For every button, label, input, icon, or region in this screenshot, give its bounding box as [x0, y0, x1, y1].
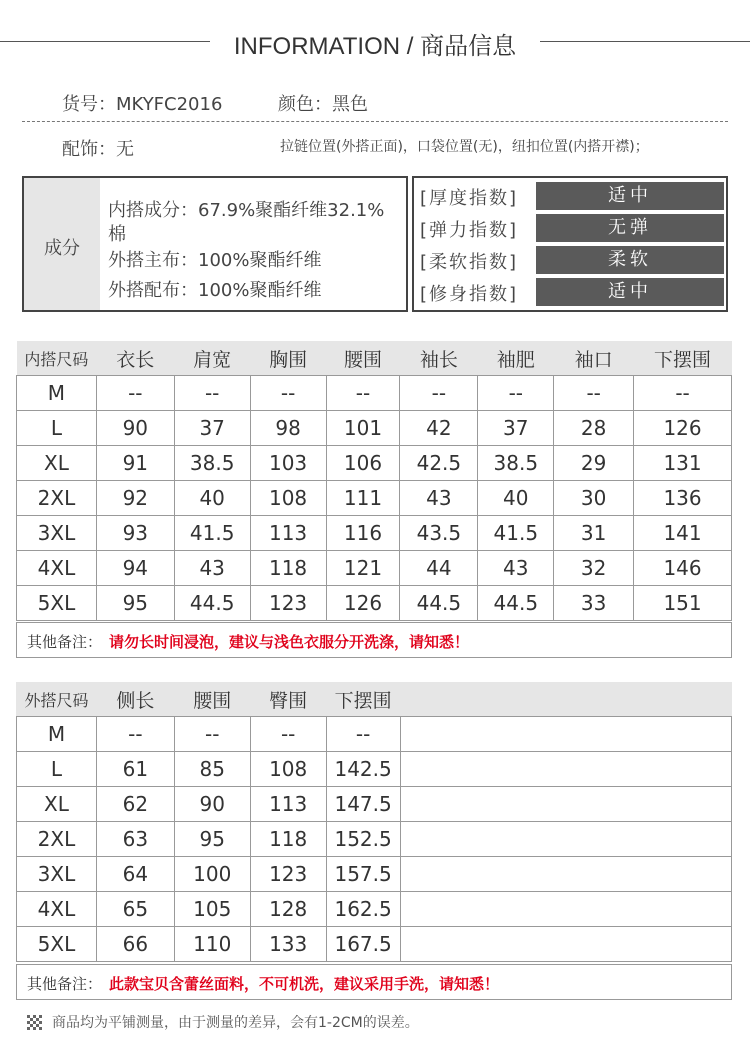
table-cell: M: [17, 717, 97, 752]
table-cell: 133: [250, 927, 326, 962]
inner-note-row: [16, 622, 732, 658]
index-value: 适中: [536, 278, 724, 306]
table-cell-empty: [400, 752, 731, 787]
index-label: [厚度指数]: [420, 188, 519, 209]
table-cell: 147.5: [326, 787, 400, 822]
table-cell: XL: [17, 446, 97, 481]
table-cell: --: [478, 376, 554, 411]
table-row: [17, 586, 732, 621]
table-cell: 44.5: [400, 586, 478, 621]
table-cell: 167.5: [326, 927, 400, 962]
table-row: [17, 481, 732, 516]
table-row: [17, 787, 732, 822]
table-header-cell: 臀围: [250, 682, 326, 717]
table-cell: 152.5: [326, 822, 400, 857]
table-header-cell: 袖长: [400, 341, 478, 376]
table-cell: --: [96, 717, 174, 752]
table-cell: 126: [326, 586, 400, 621]
table-cell: 121: [326, 551, 400, 586]
table-cell: 5XL: [17, 927, 97, 962]
table-cell: 41.5: [478, 516, 554, 551]
table-cell-empty: [400, 717, 731, 752]
table-cell: 91: [96, 446, 174, 481]
table-cell-empty: [400, 787, 731, 822]
table-row: [17, 551, 732, 586]
table-cell-empty: [400, 927, 731, 962]
composition-header: [24, 178, 100, 310]
table-cell: 100: [174, 857, 250, 892]
inner-fabric-line2: 棉: [108, 224, 126, 245]
table-cell: --: [554, 376, 634, 411]
table-cell: 64: [96, 857, 174, 892]
table-cell: 95: [96, 586, 174, 621]
index-row-softness: [414, 246, 726, 274]
table-cell: 44: [400, 551, 478, 586]
table-cell: 136: [634, 481, 732, 516]
table-cell: XL: [17, 787, 97, 822]
table-cell: 3XL: [17, 516, 97, 551]
table-cell: 105: [174, 892, 250, 927]
table-cell: 5XL: [17, 586, 97, 621]
table-cell: 118: [250, 822, 326, 857]
table-cell-empty: [400, 822, 731, 857]
note-label: 其他备注：: [27, 975, 103, 993]
table-cell: 108: [250, 752, 326, 787]
table-cell: --: [250, 376, 326, 411]
table-cell: 43: [478, 551, 554, 586]
page-title: INFORMATION / 商品信息: [233, 33, 517, 60]
note-text: 请勿长时间浸泡，建议与浅色衣服分开洗涤，请知悉！: [109, 633, 470, 651]
table-cell: 40: [478, 481, 554, 516]
table-cell: --: [634, 376, 732, 411]
inner-fabric-line1: 内搭成分：67.9%聚酯纤维32.1%: [108, 200, 385, 221]
outer-main-fabric: 外搭主布：100%聚酯纤维: [108, 250, 322, 271]
table-row: [17, 376, 732, 411]
index-row-elasticity: [414, 214, 726, 242]
table-row: [17, 446, 732, 481]
table-cell: M: [17, 376, 97, 411]
table-cell: 42: [400, 411, 478, 446]
table-cell: 162.5: [326, 892, 400, 927]
table-row: [17, 411, 732, 446]
table-cell-empty: [400, 892, 731, 927]
table-cell: --: [250, 717, 326, 752]
table-cell: 94: [96, 551, 174, 586]
dashed-divider: [22, 121, 728, 122]
table-cell: 111: [326, 481, 400, 516]
table-row: [17, 927, 732, 962]
table-header-cell: 内搭尺码: [17, 341, 97, 376]
table-header-filler: [400, 682, 731, 717]
table-cell: 3XL: [17, 857, 97, 892]
table-cell: 108: [250, 481, 326, 516]
table-cell: 93: [96, 516, 174, 551]
table-cell: L: [17, 752, 97, 787]
table-cell: 92: [96, 481, 174, 516]
outer-note-row: [16, 964, 732, 1000]
table-row: [17, 717, 732, 752]
note-text: 此款宝贝含蕾丝面料，不可机洗，建议采用手洗，请知悉！: [109, 975, 500, 993]
table-cell: 61: [96, 752, 174, 787]
table-cell: 31: [554, 516, 634, 551]
table-row: [17, 822, 732, 857]
table-cell: 142.5: [326, 752, 400, 787]
outer-table-header: [17, 682, 732, 717]
index-value: 柔软: [536, 246, 724, 274]
outer-trim-fabric: 外搭配布：100%聚酯纤维: [108, 280, 322, 301]
table-cell: 62: [96, 787, 174, 822]
composition-box: [22, 176, 408, 312]
table-cell: 63: [96, 822, 174, 857]
table-cell: --: [326, 376, 400, 411]
table-header-cell: 袖肥: [478, 341, 554, 376]
color-info: 颜色：黑色: [278, 94, 368, 115]
index-label: [弹力指数]: [420, 220, 519, 241]
table-cell: 126: [634, 411, 732, 446]
table-cell: 4XL: [17, 551, 97, 586]
table-cell: 98: [250, 411, 326, 446]
table-cell-empty: [400, 857, 731, 892]
table-cell: --: [174, 376, 250, 411]
table-cell: 131: [634, 446, 732, 481]
table-cell: 37: [174, 411, 250, 446]
table-cell: 44.5: [174, 586, 250, 621]
table-row: [17, 752, 732, 787]
table-cell: --: [174, 717, 250, 752]
table-cell: 38.5: [478, 446, 554, 481]
index-label: [修身指数]: [420, 284, 519, 305]
item-number: 货号：MKYFC2016: [62, 94, 223, 115]
index-label: [柔软指数]: [420, 252, 519, 273]
table-cell: 113: [250, 516, 326, 551]
table-header-cell: 下摆围: [634, 341, 732, 376]
table-cell: 33: [554, 586, 634, 621]
table-cell: 141: [634, 516, 732, 551]
table-cell: 32: [554, 551, 634, 586]
table-cell: 110: [174, 927, 250, 962]
table-cell: 101: [326, 411, 400, 446]
table-cell: 2XL: [17, 481, 97, 516]
table-header-cell: 腰围: [326, 341, 400, 376]
table-header-cell: 侧长: [96, 682, 174, 717]
table-cell: 113: [250, 787, 326, 822]
composition-header-label: 成分: [44, 238, 80, 259]
table-cell: 4XL: [17, 892, 97, 927]
table-cell: 43: [400, 481, 478, 516]
table-cell: 30: [554, 481, 634, 516]
table-cell: 2XL: [17, 822, 97, 857]
table-cell: 106: [326, 446, 400, 481]
fabric-index-box: [412, 176, 728, 312]
table-cell: 95: [174, 822, 250, 857]
table-row: [17, 892, 732, 927]
accessory-info: 配饰：无: [62, 139, 134, 160]
table-cell: 151: [634, 586, 732, 621]
table-cell: 128: [250, 892, 326, 927]
table-cell: 42.5: [400, 446, 478, 481]
index-row-thickness: [414, 182, 726, 210]
table-cell: 38.5: [174, 446, 250, 481]
positions-info: 拉链位置(外搭正面)，口袋位置(无)，纽扣位置(内搭开襟)；: [280, 139, 649, 155]
table-cell: 123: [250, 586, 326, 621]
table-header-cell: 腰围: [174, 682, 250, 717]
table-cell: L: [17, 411, 97, 446]
table-cell: 66: [96, 927, 174, 962]
table-cell: --: [400, 376, 478, 411]
table-header-cell: 衣长: [96, 341, 174, 376]
measure-icon: [26, 1014, 44, 1032]
table-cell: 65: [96, 892, 174, 927]
table-header-cell: 袖口: [554, 341, 634, 376]
table-cell: 103: [250, 446, 326, 481]
table-cell: 90: [96, 411, 174, 446]
table-cell: 41.5: [174, 516, 250, 551]
measurement-footnote: [26, 1012, 419, 1032]
table-cell: 118: [250, 551, 326, 586]
table-header-cell: 胸围: [250, 341, 326, 376]
inner-table-header: [17, 341, 732, 376]
table-cell: 43: [174, 551, 250, 586]
table-cell: 146: [634, 551, 732, 586]
table-cell: 90: [174, 787, 250, 822]
table-cell: 157.5: [326, 857, 400, 892]
footnote-text: 商品均为平铺测量，由于测量的差异，会有1-2CM的误差。: [52, 1015, 419, 1031]
index-value: 适中: [536, 182, 724, 210]
index-value: 无弹: [536, 214, 724, 242]
table-cell: 28: [554, 411, 634, 446]
inner-size-table: [16, 341, 732, 621]
index-row-fit: [414, 278, 726, 306]
table-header-cell: 外搭尺码: [17, 682, 97, 717]
table-cell: 43.5: [400, 516, 478, 551]
table-cell: 123: [250, 857, 326, 892]
table-cell: 37: [478, 411, 554, 446]
table-cell: 85: [174, 752, 250, 787]
table-header-cell: 下摆围: [326, 682, 400, 717]
table-header-cell: 肩宽: [174, 341, 250, 376]
outer-size-table: [16, 682, 732, 962]
table-cell: --: [96, 376, 174, 411]
table-cell: 116: [326, 516, 400, 551]
table-cell: 44.5: [478, 586, 554, 621]
table-cell: 29: [554, 446, 634, 481]
table-cell: --: [326, 717, 400, 752]
table-cell: 40: [174, 481, 250, 516]
table-row: [17, 516, 732, 551]
note-label: 其他备注：: [27, 633, 103, 651]
table-row: [17, 857, 732, 892]
